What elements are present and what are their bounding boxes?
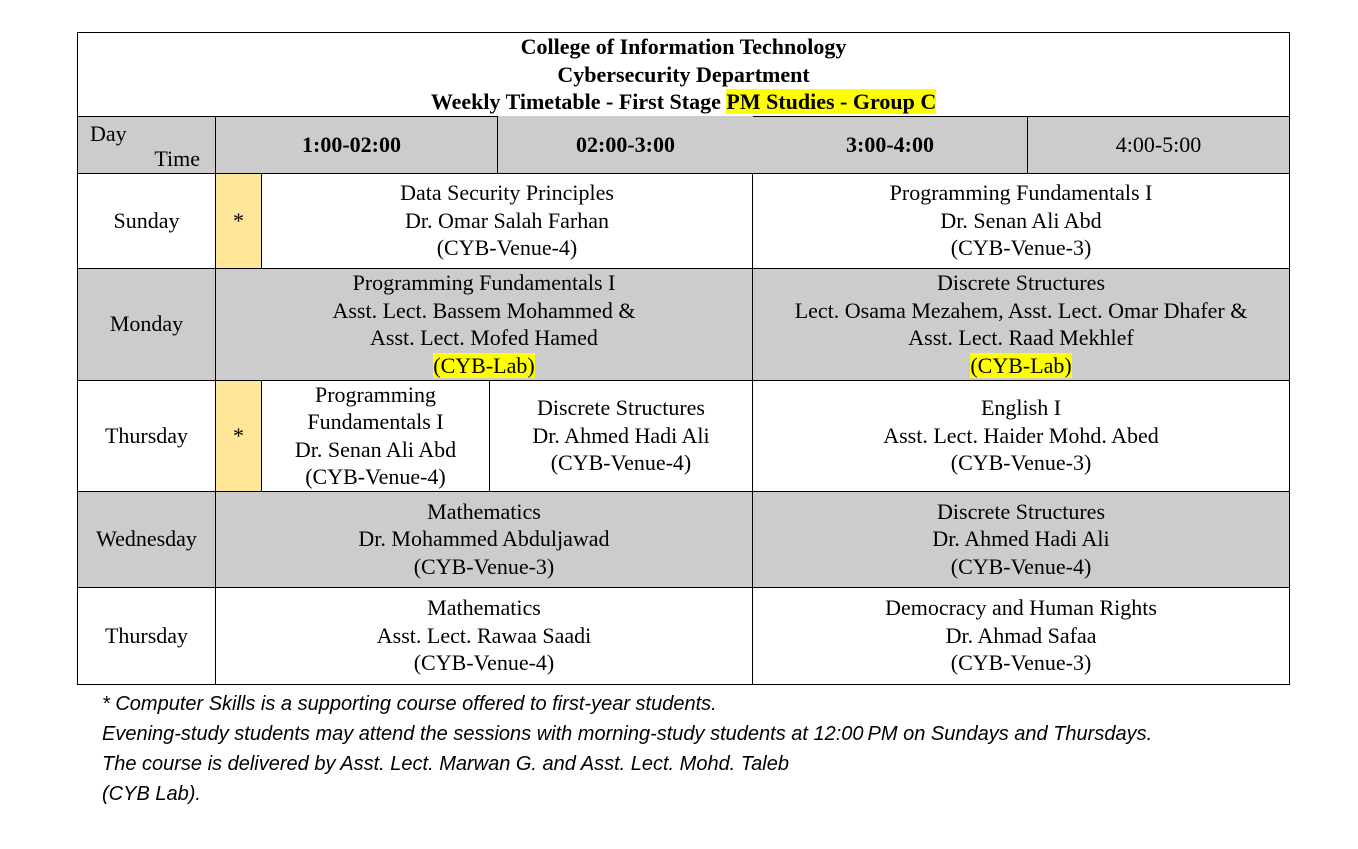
slot-1-label: 1:00-02:00 (302, 131, 401, 157)
venue: (CYB-Venue-3) (413, 553, 555, 579)
row-wednesday (78, 491, 1290, 587)
timetable-sheet (77, 32, 1289, 685)
venue-highlight: (CYB-Lab) (433, 352, 535, 378)
group-highlight: PM Studies - Group C (726, 89, 937, 114)
row-monday (78, 268, 1290, 380)
row-thursday-2 (78, 587, 1290, 684)
footnote-delivered-by: The course is delivered by Asst. Lect. Marwan G. and Asst. Lect. Mohd. Taleb (102, 753, 789, 775)
timetable-title (78, 88, 1289, 116)
course-name: Fundamentals I (307, 409, 444, 434)
instructor-name: Asst. Lect. Rawaa Saadi (376, 622, 592, 648)
slot-header-2-overlay (497, 116, 753, 173)
course-name: Mathematics (427, 498, 541, 524)
venue: (CYB-Venue-3) (950, 650, 1092, 676)
wednesday-right-session (753, 491, 1290, 587)
course-name: Programming Fundamentals I (352, 270, 616, 295)
thursday-2-left-session (216, 587, 753, 684)
instructor-name: Dr. Ahmed Hadi Ali (532, 422, 710, 448)
venue: (CYB-Venue-4) (550, 450, 692, 476)
college-name: College of Information Technology (520, 34, 847, 59)
computer-skills-star: * (216, 173, 262, 268)
day-label: Day (90, 120, 127, 146)
instructor-name: Dr. Ahmad Safaa (945, 622, 1097, 648)
thursday-2-right-session (753, 587, 1290, 684)
instructor-name: Dr. Mohammed Abduljawad (358, 526, 610, 552)
footnote-computer-skills: * Computer Skills is a supporting course offered to first-year students. (102, 693, 717, 715)
monday-left-session (216, 268, 753, 380)
thursday-session-a (262, 380, 490, 491)
day-thursday: Thursday (78, 587, 216, 684)
venue: (CYB-Venue-4) (436, 235, 578, 261)
course-name: Data Security Principles (400, 180, 614, 206)
course-name: Discrete Structures (937, 270, 1106, 295)
instructor-name: Asst. Lect. Bassem Mohammed & (332, 297, 636, 323)
wednesday-left-session (216, 491, 753, 587)
venue: (CYB-Venue-3) (950, 235, 1092, 261)
row-sunday (78, 173, 1290, 268)
course-name: Programming Fundamentals I (889, 180, 1153, 206)
day-time-corner (78, 116, 216, 173)
computer-skills-star: * (216, 380, 262, 491)
title-row (78, 33, 1290, 117)
day-monday: Monday (78, 268, 216, 380)
course-name: Mathematics (427, 595, 541, 621)
course-name: Discrete Structures (937, 498, 1106, 524)
department-name: Cybersecurity Department (557, 61, 810, 87)
venue: (CYB-Venue-4) (950, 553, 1092, 579)
slot-3-label: 3:00-4:00 (846, 131, 934, 157)
venue-highlight: (CYB-Lab) (970, 352, 1072, 378)
instructor-name: Dr. Ahmed Hadi Ali (932, 526, 1110, 552)
venue: (CYB-Venue-4) (413, 650, 555, 676)
sunday-left-session (262, 173, 753, 268)
footnotes (102, 689, 1152, 809)
venue: (CYB-Venue-3) (950, 450, 1092, 476)
course-name: Democracy and Human Rights (885, 595, 1157, 621)
course-name: Discrete Structures (537, 395, 705, 421)
day-thursday: Thursday (78, 380, 216, 491)
slot-header-3 (753, 116, 1028, 173)
instructor-name: Asst. Lect. Haider Mohd. Abed (883, 422, 1159, 448)
footnote-lab: (CYB Lab). (102, 783, 201, 805)
row-thursday-1 (78, 380, 1290, 491)
slot-2-label: 02:00-3:00 (576, 131, 675, 157)
timetable-title-text: Weekly Timetable - First Stage (430, 89, 727, 114)
instructor-name: Dr. Omar Salah Farhan (404, 207, 610, 233)
day-sunday: Sunday (78, 173, 216, 268)
instructor-name: Dr. Senan Ali Abd (294, 436, 457, 462)
slot-4-label: 4:00-5:00 (1115, 131, 1202, 157)
day-wednesday: Wednesday (78, 491, 216, 587)
title-cell (78, 33, 1290, 117)
time-label: Time (154, 146, 200, 171)
venue (216, 352, 752, 380)
footnote-evening-study: Evening-study students may attend the sessions with morning-study students at 12:00 PM on Sundays and Thursdays. (102, 723, 1153, 745)
course-name: English I (980, 395, 1062, 421)
thursday-right-session (753, 380, 1290, 491)
instructor-name: Dr. Senan Ali Abd (940, 207, 1102, 233)
venue: (CYB-Venue-4) (305, 464, 446, 489)
instructor-name: Lect. Osama Mezahem, Asst. Lect. Omar Dhafer & (794, 297, 1248, 323)
thursday-session-b (490, 380, 753, 491)
slot-header-4 (1028, 116, 1290, 173)
sunday-right-session (753, 173, 1290, 268)
instructor-name: Asst. Lect. Raad Mekhlef (908, 325, 1134, 350)
instructor-name: Asst. Lect. Mofed Hamed (370, 325, 598, 350)
monday-right-session (753, 268, 1290, 380)
course-name: Programming (315, 381, 436, 407)
venue (753, 352, 1289, 380)
